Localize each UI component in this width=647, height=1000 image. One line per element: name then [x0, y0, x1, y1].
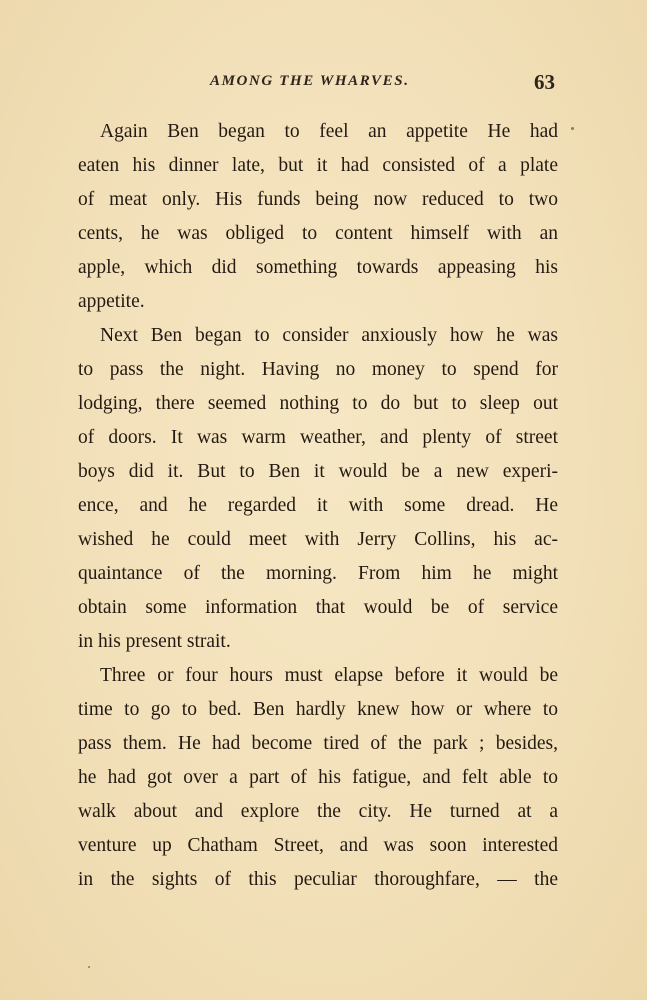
text-line: walk about and explore the city. He turned at a [78, 801, 558, 822]
text-line: of meat only. His funds being now reduced to two [78, 189, 558, 210]
text-line: quaintance of the morning. From him he might [78, 563, 558, 584]
paper-speck [88, 966, 90, 968]
text-line: Three or four hours must elapse before it would be [100, 665, 558, 686]
text-line: Again Ben began to feel an appetite He had [100, 121, 558, 142]
text-line: eaten his dinner late, but it had consisted of a plate [78, 155, 558, 176]
text-line: pass them. He had become tired of the park ; besides, [78, 733, 558, 754]
text-line: obtain some information that would be of service [78, 597, 558, 618]
text-line: to pass the night. Having no money to spend for [78, 359, 558, 380]
text-line: Next Ben began to consider anxiously how he was [100, 325, 558, 346]
text-line: cents, he was obliged to content himself with an [78, 223, 558, 244]
running-title: AMONG THE WHARVES. [210, 73, 410, 89]
text-line: in his present strait. [78, 631, 231, 652]
text-line: boys did it. But to Ben it would be a new experi- [78, 461, 558, 482]
running-header [0, 70, 647, 97]
text-line: of doors. It was warm weather, and plenty of street [78, 427, 558, 448]
text-line: he had got over a part of his fatigue, and felt able to [78, 767, 558, 788]
text-line: lodging, there seemed nothing to do but to sleep out [78, 393, 558, 414]
text-line: appetite. [78, 291, 145, 312]
text-line: time to go to bed. Ben hardly knew how or where to [78, 699, 558, 720]
text-line: in the sights of this peculiar thoroughfare, — the [78, 869, 558, 890]
text-line: ence, and he regarded it with some dread. He [78, 495, 558, 516]
text-line: wished he could meet with Jerry Collins, his ac- [78, 529, 558, 550]
text-line: apple, which did something towards appeasing his [78, 257, 558, 278]
paper-speck [571, 127, 574, 130]
text-line: venture up Chatham Street, and was soon interested [78, 835, 558, 856]
page-number: 63 [534, 70, 555, 94]
